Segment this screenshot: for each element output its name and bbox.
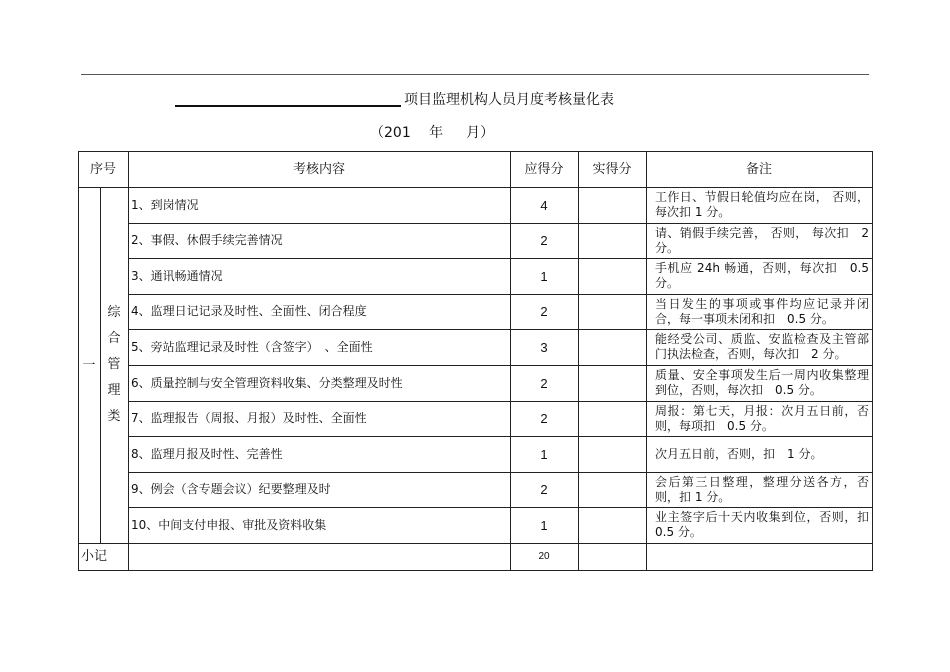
group-name	[100, 187, 128, 543]
subtotal-label: 小记	[81, 549, 108, 564]
item-remark: 请、销假手续完善， 否则， 每次扣 2 分。	[655, 225, 869, 255]
item-due-score: 2	[540, 411, 548, 426]
item-content: 6、质量控制与安全管理资料收集、分类整理及时性	[131, 375, 403, 390]
item-due-score: 2	[540, 482, 548, 497]
item-remark: 工作日、节假日轮值均应在岗， 否则，每次扣 1 分。	[655, 190, 869, 219]
header-remarks: 备注	[745, 161, 772, 177]
group-name-char: 合	[107, 331, 121, 346]
item-content: 10、中间支付申报、审批及资料收集	[131, 517, 327, 532]
subtotal-content	[128, 543, 510, 570]
item-due-score: 1	[540, 268, 548, 284]
item-content: 2、事假、休假手续完善情况	[131, 233, 283, 247]
item-remark: 次月五日前，否则，扣 1 分。	[655, 446, 823, 461]
item-content: 3、通讯畅通情况	[131, 268, 223, 283]
group-name-char: 管	[107, 357, 121, 372]
header-actual-score: 实得分	[592, 161, 632, 177]
item-content: 4、监理日记记录及时性、全面性、闭合程度	[131, 304, 367, 318]
assessment-table	[78, 151, 873, 571]
header-content: 考核内容	[292, 161, 345, 177]
item-content: 1、到岗情况	[131, 197, 199, 212]
item-actual-score[interactable]	[578, 187, 646, 223]
item-content: 7、监理报告（周报、月报）及时性、全面性	[131, 411, 367, 425]
item-due-score: 2	[540, 375, 548, 391]
header-rule	[81, 74, 869, 75]
item-actual-score[interactable]	[578, 507, 646, 543]
item-content: 9、例会（含专题会议）纪要整理及时	[131, 482, 331, 496]
border-line	[872, 151, 873, 571]
item-actual-score[interactable]	[578, 436, 646, 472]
item-remark: 质量、安全事项发生后一周内收集整理到位，否则，每次扣 0.5 分。	[655, 368, 869, 397]
header-seq: 序号	[89, 161, 116, 177]
border-line	[78, 570, 873, 571]
project-name-blank[interactable]	[175, 105, 401, 107]
item-remark: 业主签字后十天内收集到位，否则，扣 0.5 分。	[655, 510, 869, 539]
group-name-char: 类	[107, 409, 121, 424]
subtotal-score: 20	[538, 551, 550, 562]
subtotal-remark	[646, 543, 872, 570]
item-remark: 能经受公司、质监、安监检查及主管部门执法检查，否则，每次扣 2 分。	[655, 332, 869, 361]
border-line	[646, 151, 647, 571]
period-label: （201 年 月）	[370, 125, 495, 141]
group-name-char: 理	[107, 383, 121, 398]
item-due-score: 3	[540, 339, 548, 355]
group-name-char: 综	[107, 305, 121, 320]
item-actual-score[interactable]	[578, 223, 646, 258]
item-actual-score[interactable]	[578, 365, 646, 401]
item-due-score: 4	[540, 197, 548, 213]
item-remark: 会后第三日整理，整理分送各方，否则，扣 1 分。	[655, 474, 869, 504]
border-line	[128, 151, 129, 571]
item-content: 5、旁站监理记录及时性（含签字） 、全面性	[131, 339, 373, 354]
item-due-score: 2	[540, 233, 548, 248]
item-actual-score[interactable]	[578, 329, 646, 365]
item-content: 8、监理月报及时性、完善性	[131, 446, 283, 461]
page-title: 项目监理机构人员月度考核量化表	[404, 92, 614, 108]
item-remark: 当日发生的事项或事件均应记录并闭合，每一事项未闭和扣 0.5 分。	[655, 296, 869, 326]
item-actual-score[interactable]	[578, 294, 646, 329]
item-due-score: 1	[540, 446, 548, 462]
item-remark: 周报：第七天，月报：次月五日前，否则，每项扣 0.5 分。	[655, 403, 869, 433]
subtotal-actual-score[interactable]	[578, 543, 646, 570]
item-actual-score[interactable]	[578, 401, 646, 436]
item-actual-score[interactable]	[578, 472, 646, 507]
item-remark: 手机应 24h 畅通，否则，每次扣 0.5 分。	[655, 261, 869, 290]
group-number: 一	[82, 357, 96, 373]
header-due-score: 应得分	[524, 161, 564, 177]
item-due-score: 1	[540, 517, 548, 533]
title-row	[0, 91, 950, 111]
item-actual-score[interactable]	[578, 258, 646, 294]
item-due-score: 2	[540, 304, 548, 319]
